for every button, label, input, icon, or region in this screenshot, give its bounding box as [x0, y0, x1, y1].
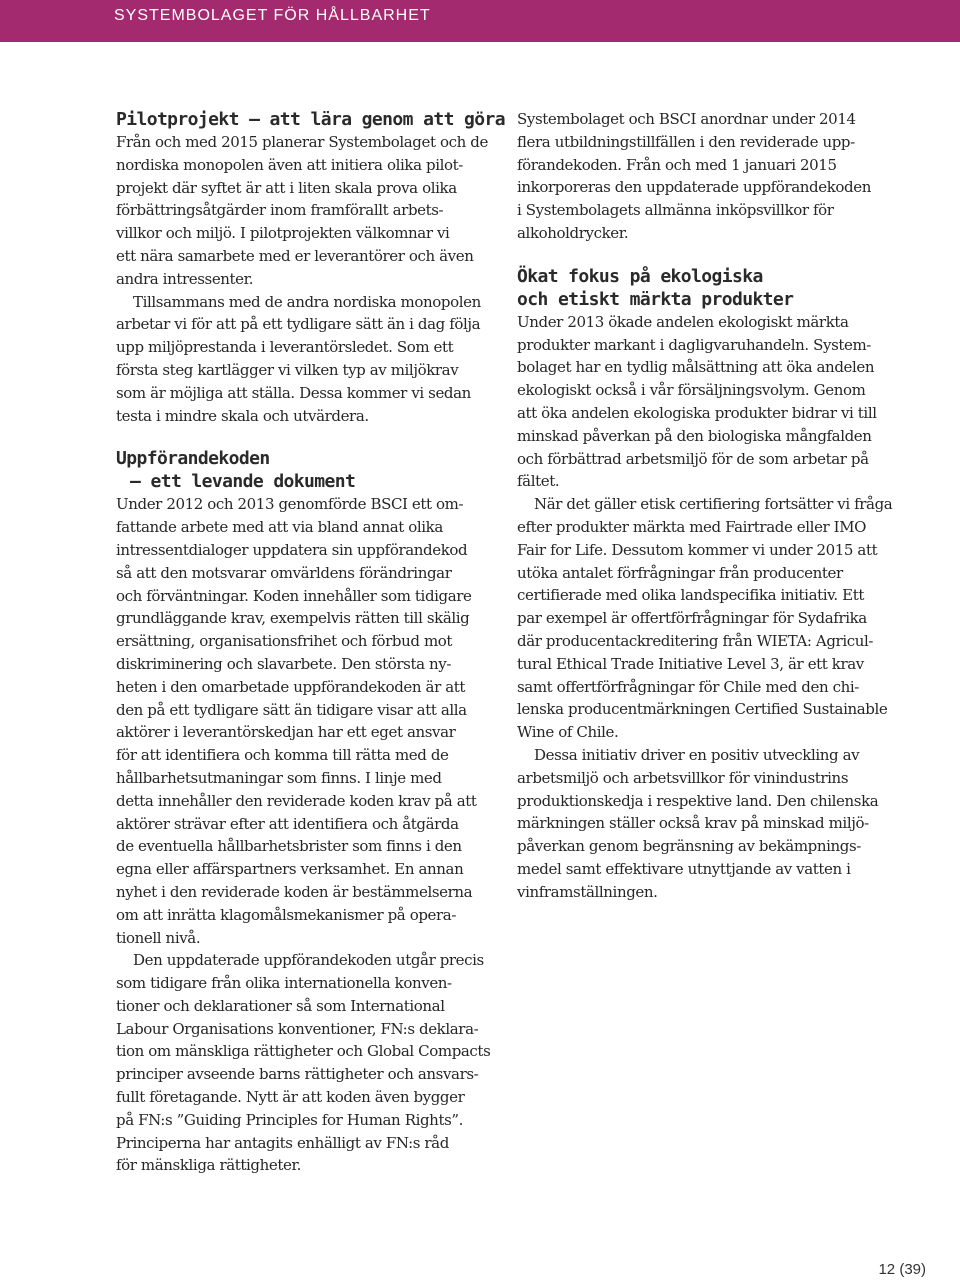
text-line: nyhet i den reviderade koden är bestämmelserna: [116, 882, 473, 901]
text-line: produktionskedja i respektive land. Den chilenska: [517, 791, 879, 810]
page-number: 12 (39): [878, 1261, 926, 1278]
text-line: den på ett tydligare sätt än tidigare visar att alla: [116, 700, 467, 719]
text-line: medel samt effektivare utnyttjande av vatten i: [517, 859, 851, 878]
text-line: aktörer strävar efter att identifiera och åtgärda: [116, 814, 459, 833]
left-column: [116, 108, 506, 1177]
paragraph: [517, 311, 893, 493]
right-column: [517, 108, 893, 904]
text-line: certifierade med olika landspecifika initiativ. Ett: [517, 586, 864, 605]
text-line: lenska producentmärkningen Certified Sustainable: [517, 700, 888, 719]
text-line: de eventuella hållbarhetsbrister som finns i den: [116, 837, 462, 856]
section-heading-uppforandekoden: [116, 447, 492, 493]
text-line: nordiska monopolen även att initiera olika pilot-: [116, 155, 463, 174]
text-line: ett nära samarbete med er leverantörer och även: [116, 246, 474, 265]
text-line: och förbättrad arbetsmiljö för de som arbetar på: [517, 449, 869, 468]
text-line: fältet.: [517, 472, 560, 491]
text-line: alkoholdrycker.: [517, 223, 629, 242]
paragraph: [116, 949, 492, 1177]
text-line: Fair for Life. Dessutom kommer vi under 2015 att: [517, 540, 878, 559]
text-line: upp miljöprestanda i leverantörsledet. Som ett: [116, 338, 454, 357]
text-line: villkor och miljö. I pilotprojekten välkomnar vi: [116, 224, 450, 243]
text-line: vinframställningen.: [517, 882, 658, 901]
text-line: påverkan genom begränsning av bekämpnings-: [517, 837, 861, 856]
text-line: att öka andelen ekologiska produkter bidrar vi till: [517, 403, 877, 422]
text-line: tionell nivå.: [116, 928, 201, 947]
text-line: bolaget har en tydlig målsättning att öka andelen: [517, 358, 875, 377]
text-line: efter produkter märkta med Fairtrade eller IMO: [517, 517, 867, 536]
text-line: märkningen ställer också krav på minskad miljö-: [517, 814, 869, 833]
text-line: Wine of Chile.: [517, 723, 619, 742]
text-line: tion om mänskliga rättigheter och Global Compacts: [116, 1042, 491, 1061]
text-line: Under 2013 ökade andelen ekologiskt märkta: [517, 312, 849, 331]
text-line: Labour Organisations konventioner, FN:s deklara-: [116, 1019, 479, 1038]
text-line: arbetsmiljö och arbetsvillkor för vinindustrins: [517, 768, 849, 787]
text-line: förbättringsåtgärder inom framförallt arbets-: [116, 201, 444, 220]
text-line: där producentackreditering från WIETA: Agricul-: [517, 631, 874, 650]
text-line: Dessa initiativ driver en positiv utveckling av: [534, 745, 860, 764]
text-line: tioner och deklarationer så som International: [116, 996, 445, 1015]
text-line: ekologiskt också i vår försäljningsvolym. Genom: [517, 381, 866, 400]
text-line: för mänskliga rättigheter.: [116, 1156, 301, 1175]
text-line: När det gäller etisk certifiering fortsätter vi fråga: [534, 495, 893, 514]
text-line: grundläggande krav, exempelvis rätten till skälig: [116, 609, 470, 628]
text-line: på FN:s ”Guiding Principles for Human Rights”.: [116, 1110, 464, 1129]
section-heading-okat-fokus: [517, 265, 893, 311]
text-line: aktörer i leverantörskedjan har ett eget ansvar: [116, 723, 456, 742]
text-line: inkorporeras den uppdaterade uppförandekoden: [517, 178, 871, 197]
heading-line: Ökat fokus på ekologiska: [517, 265, 763, 287]
text-line: om att inrätta klagomålsmekanismer på opera-: [116, 905, 456, 924]
text-line: Under 2012 och 2013 genomförde BSCI ett om-: [116, 495, 464, 514]
heading-line: och etiskt märkta produkter: [517, 288, 794, 310]
text-line: testa i mindre skala och utvärdera.: [116, 406, 369, 425]
text-line: arbetar vi för att på ett tydligare sätt än i dag följa: [116, 315, 481, 334]
paragraph: [517, 108, 893, 245]
text-line: fattande arbete med att via bland annat olika: [116, 518, 443, 537]
text-line: Från och med 2015 planerar Systembolaget och de: [116, 133, 488, 151]
text-line: diskriminering och slavarbete. Den största ny-: [116, 654, 452, 673]
text-line: principer avseende barns rättigheter och ansvars-: [116, 1065, 479, 1084]
text-line: ersättning, organisationsfrihet och förbud mot: [116, 632, 453, 651]
paragraph: [116, 131, 492, 291]
heading-line: Pilotprojekt – att lära genom att göra: [116, 109, 506, 130]
text-line: så att den motsvarar omvärldens förändringar: [116, 563, 452, 582]
text-line: första steg kartlägger vi vilken typ av miljökrav: [116, 360, 459, 379]
text-line: förandekoden. Från och med 1 januari 2015: [517, 155, 837, 174]
paragraph: [517, 744, 893, 904]
text-line: par exempel är offertförfrågningar för Sydafrika: [517, 609, 867, 628]
paragraph: [517, 493, 893, 744]
text-line: Den uppdaterade uppförandekoden utgår precis: [133, 951, 484, 970]
heading-line: Uppförandekoden: [116, 448, 270, 470]
text-line: andra intressenter.: [116, 269, 254, 288]
text-line: heten i den omarbetade uppförandekoden är att: [116, 677, 466, 696]
paragraph: [116, 291, 492, 428]
text-line: i Systembolagets allmänna inköpsvillkor för: [517, 201, 834, 220]
header-band: [0, 0, 960, 42]
text-line: för att identifiera och komma till rätta med de: [116, 746, 449, 765]
heading-line: – ett levande dokument: [130, 471, 356, 493]
text-line: hållbarhetsutmaningar som finns. I linje med: [116, 768, 442, 787]
section-heading-pilotprojekt: [116, 108, 506, 131]
text-line: och förväntningar. Koden innehåller som tidigare: [116, 586, 472, 605]
text-line: Tillsammans med de andra nordiska monopolen: [133, 292, 481, 311]
text-line: flera utbildningstillfällen i den reviderade upp-: [517, 132, 855, 151]
text-line: tural Ethical Trade Initiative Level 3, är ett krav: [517, 654, 864, 673]
text-line: som är möjliga att ställa. Dessa kommer vi sedan: [116, 383, 471, 402]
text-line: fullt företagande. Nytt är att koden även bygger: [116, 1088, 465, 1107]
text-line: Systembolaget och BSCI anordnar under 2014: [517, 110, 856, 128]
text-line: minskad påverkan på den biologiska mångfalden: [517, 426, 872, 445]
text-line: som tidigare från olika internationella konven-: [116, 974, 452, 993]
text-line: utöka antalet förfrågningar från producenter: [517, 563, 843, 582]
text-line: produkter markant i dagligvaruhandeln. System-: [517, 335, 871, 354]
header-title: SYSTEMBOLAGET FÖR HÅLLBARHET: [114, 7, 431, 24]
paragraph: [116, 493, 492, 949]
text-line: samt offertförfrågningar för Chile med den chi-: [517, 677, 859, 696]
text-line: egna eller affärspartners verksamhet. En annan: [116, 860, 464, 879]
text-line: detta innehåller den reviderade koden krav på att: [116, 791, 477, 810]
text-line: Principerna har antagits enhälligt av FN:s råd: [116, 1133, 449, 1152]
text-line: intressentdialoger uppdatera sin uppförandekod: [116, 540, 468, 559]
text-line: projekt där syftet är att i liten skala prova olika: [116, 178, 457, 197]
